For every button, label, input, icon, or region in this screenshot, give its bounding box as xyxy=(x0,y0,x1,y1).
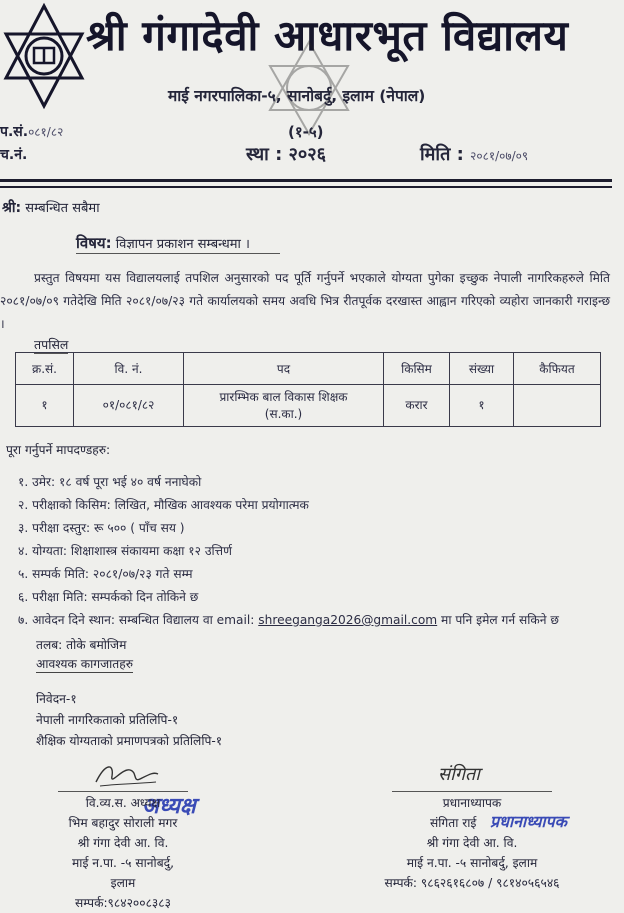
criteria-item: ४. योग्यता: शिक्षाशास्त्र संकायमा कक्षा १२ उत्तिर्ण xyxy=(18,544,232,558)
school-address: माई नगरपालिका-५, सानोबर्दु, इलाम (नेपाल) xyxy=(168,87,426,105)
documents-heading: आवश्यक कागजातहरु xyxy=(36,657,133,671)
recipient-label: श्री: xyxy=(2,200,22,216)
subject-value: विज्ञापन प्रकाशन सम्बन्धमा । xyxy=(115,237,250,252)
col-remarks: कैफियत xyxy=(514,353,601,385)
letter-body: प्रस्तुत विषयमा यस विद्यालयलाई तपशिल अनुसारको पद पूर्ति गर्नुपर्ने भएकाले योग्यता पुगेका इच्छुक नेपाली नागरिकहरुले मिति २०८१/०७/०९ गतेदेखि मिति २०८१/०७/२३ गते कार्यालयको समय अवधि भित्र रीतपूर्वक दरखास्त आह्वान गरिएको व्यहोरा जानकारी गराइन्छ । xyxy=(0,271,610,331)
principal-school: श्री गंगा देवी आ. वि. xyxy=(426,836,518,850)
chairman-contact: सम्पर्क:९८४२००८३८३ xyxy=(75,896,171,910)
cell-type: करार xyxy=(384,385,450,427)
recipient-value: सम्बन्धित सबैमा xyxy=(25,201,100,216)
principal-stamp-text: प्रधानाध्यापक xyxy=(490,812,567,831)
col-serial: क्र.सं. xyxy=(16,353,74,385)
col-count: संख्या xyxy=(450,353,514,385)
chairman-stamp-text: अध्यक्ष xyxy=(142,793,196,819)
date-label: मिति : xyxy=(420,144,464,165)
application-prefix: ७. आवेदन दिने स्थान: सम्बन्धित विद्यालय वा email: xyxy=(18,613,259,627)
cell-ad-number: ०१/०८१/८२ xyxy=(74,385,184,427)
chairman-name: भिम बहादुर सोराली मगर xyxy=(68,816,178,830)
chairman-signature xyxy=(92,758,162,792)
table-header-row xyxy=(16,353,601,385)
document-item: नेपाली नागरिकताको प्रतिलिपि-१ xyxy=(36,713,179,727)
criteria-item: २. परीक्षाको किसिम: लिखित, मौखिक आवश्यक परेमा प्रयोगात्मक xyxy=(18,498,309,512)
criteria-item-application xyxy=(18,611,559,628)
tapsil-heading: तपसिल xyxy=(34,337,69,352)
cell-post-level: (स.का.) xyxy=(264,406,303,421)
ps-label: प.सं. xyxy=(0,124,29,140)
signature-line xyxy=(392,791,552,792)
header-divider-thin xyxy=(0,186,612,188)
email-link[interactable]: shreeganga2026@gmail.com xyxy=(258,613,438,627)
principal-title: प्रधानाध्यापक xyxy=(442,796,502,810)
col-post: पद xyxy=(184,353,384,385)
criteria-title: पूरा गर्नुपर्ने मापदण्डहरु: xyxy=(6,443,111,457)
document-item: शैक्षिक योग्यताको प्रमाणपत्रको प्रतिलिपि-१ xyxy=(36,734,223,748)
principal-address: माई न.पा. -५ सानोबर्दु, इलाम xyxy=(406,856,538,870)
cell-count: १ xyxy=(450,385,514,427)
ps-value: ०८१/८२ xyxy=(28,125,64,139)
principal-block xyxy=(380,793,564,893)
subject-label: विषय: xyxy=(76,234,112,252)
letter-date xyxy=(420,142,528,166)
ps-number xyxy=(0,122,63,141)
criteria-item: १. उमेर: १८ वर्ष पूरा भई ४० वर्ष ननाघेको xyxy=(18,475,202,489)
document-item: निवेदन-१ xyxy=(36,692,77,706)
chairman-address: माई न.पा. -५ सानोबर्दु, इलाम xyxy=(72,856,174,890)
col-ad-number: वि. नं. xyxy=(74,353,184,385)
header-divider xyxy=(0,179,612,182)
principal-contact: सम्पर्क: ९८६२६१६८०७ / ९८१४०५६५४६ xyxy=(384,876,560,890)
criteria-item: ३. परीक्षा दस्तुर: रू ५०० ( पाँच सय ) xyxy=(18,521,185,535)
chairman-title: वि.व्य.स. अध्यक्ष xyxy=(85,796,161,810)
criteria-item: ५. सम्पर्क मिति: २०८१/०७/२३ गते सम्म xyxy=(18,567,193,581)
principal-name: संगिता राई xyxy=(430,816,477,830)
chairman-school: श्री गंगा देवी आ. वि. xyxy=(77,836,169,850)
table-row xyxy=(16,385,601,427)
cell-post-name: प्रारम्भिक बाल विकास शिक्षक xyxy=(219,389,348,404)
school-logo xyxy=(0,2,88,112)
grade-range: (१-५) xyxy=(288,123,324,141)
cell-post xyxy=(184,385,384,427)
application-suffix: मा पनि इमेल गर्न सकिने छ xyxy=(437,613,559,627)
cn-label: च.नं. xyxy=(0,147,28,163)
school-name: श्री गंगादेवी आधारभूत विद्यालय xyxy=(86,11,569,60)
salary-line: तलब: तोके बमोजिम xyxy=(36,638,127,652)
date-value: २०८१/०७/०९ xyxy=(470,149,529,163)
col-type: किसिम xyxy=(384,353,450,385)
vacancy-table xyxy=(15,352,601,427)
established-year: स्था : २०२६ xyxy=(246,144,326,165)
criteria-item: ६. परीक्षा मिति: सम्पर्कको दिन तोकिने छ xyxy=(18,590,199,604)
principal-signature: संगिता xyxy=(438,764,480,785)
chairman-block xyxy=(58,793,188,913)
cell-remarks xyxy=(514,385,601,427)
subject-line xyxy=(76,233,280,254)
cell-serial: १ xyxy=(16,385,74,427)
recipient xyxy=(2,198,100,217)
